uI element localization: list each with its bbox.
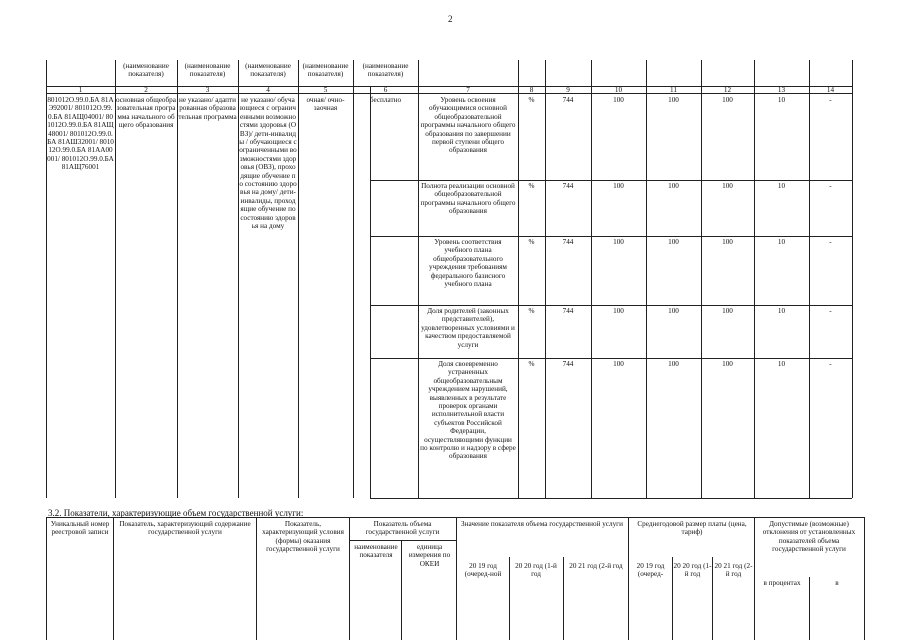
header-conditions-indicator: Показатель, характеризующий условия (формы) оказания государственной услуги <box>262 520 344 554</box>
value-year-1: 100 <box>613 182 624 190</box>
value-year-1: 100 <box>613 238 624 246</box>
okei-code: 744 <box>562 238 574 246</box>
col-number: 10 <box>614 86 623 94</box>
header-indicator-name: наименование показателя <box>354 543 398 560</box>
service-payment-indicator: бесплатно <box>369 96 402 104</box>
col-number: 6 <box>383 86 388 94</box>
deviation-absolute: - <box>829 182 832 190</box>
col-number: 1 <box>78 86 83 94</box>
value-year-3: 100 <box>722 307 733 315</box>
quality-indicator-name: Доля родителей (законных представителей), удовлетворенных условиями и качеством предоставляемой услуги <box>421 307 515 349</box>
col-number: 11 <box>670 86 677 94</box>
deviation-percent: 10 <box>777 360 786 368</box>
okei-code: 744 <box>562 307 574 315</box>
header-indicator-name-1: (наименование показателя) <box>123 62 169 79</box>
header-unit-okei: единица измерения по ОКЕИ <box>408 543 451 568</box>
value-year-2: 100 <box>668 96 679 104</box>
value-year-3: 100 <box>722 96 733 104</box>
value-year-3: 100 <box>722 360 733 368</box>
deviation-absolute: - <box>829 307 832 315</box>
service-content-indicator-3: не указано/ обучающиеся с ограниченными возможностями здоровья (ОВЗ)/ дети-инвалиды / обучающиеся с ограниченными возможностями здоровья (ОВЗ), проходящие обучение по состоянию здоровья на дому/ дети-инвалиды, проходящие обучение по состоянию здоровья на дому <box>239 96 297 231</box>
service-content-indicator-1: основная общеобразовательная программа начального общего образования <box>116 96 176 130</box>
quality-indicator-name: Уровень освоения обучающимися основной общеобразовательной программы начального общего образования по завершении первой ступени общего образования <box>420 96 516 155</box>
col-number: 7 <box>466 86 470 94</box>
year-current: 20 19 год (очеред-ной <box>464 562 502 579</box>
value-year-3: 100 <box>722 238 733 246</box>
col-number: 12 <box>723 86 732 94</box>
col-number: 2 <box>144 86 148 94</box>
header-volume-indicator: Показатель объема государственной услуги <box>365 520 440 537</box>
unit: % <box>528 238 535 246</box>
fee-year-second: 20 21 год (2-й год <box>714 562 753 579</box>
header-average-fee: Среднегодовой размер платы (цена, тариф) <box>637 520 747 537</box>
col-number: 5 <box>323 86 328 94</box>
deviation-in-percent: в процентах <box>763 579 801 587</box>
unit: % <box>528 307 535 315</box>
value-year-1: 100 <box>613 96 624 104</box>
okei-code: 744 <box>562 182 574 190</box>
service-condition-indicator: очная/ очно-заочная <box>306 96 345 113</box>
deviation-absolute: - <box>829 360 832 368</box>
header-volume-value: Значение показателя объема государственной услуги <box>461 520 623 528</box>
registry-number: 801012О.99.0.БА 81АЭ92001/ 801012О.99.0.БА 81АЩ04001/ 801012О.99.0.БА 81АЩ48001/ 801012О.99.0.БА 81АШ32001/ 801012О.99.0.БА 81АА00001/ 801012О.99.0.БА 81АЩ76001 <box>47 96 114 172</box>
quality-indicator-name: Полнота реализации основной общеобразовательной программы начального общего образования <box>420 182 516 216</box>
service-content-indicator-2: не указано/ адаптированная образовательная программа <box>178 96 237 121</box>
value-year-2: 100 <box>668 360 679 368</box>
okei-code: 744 <box>562 360 574 368</box>
header-registry-number: Уникальный номер реестровой записи <box>50 520 110 537</box>
unit: % <box>528 96 535 104</box>
quality-indicator-name: Доля своевременно устраненных общеобразовательным учреждением нарушений, выявленных в результате проверок органами исполнительной власти субъектов Российской Федерации, осуществляющими функции по контролю и надзору в сфере образования <box>420 360 516 461</box>
value-year-2: 100 <box>668 238 679 246</box>
header-indicator-name-5: (наименование показателя) <box>362 62 409 79</box>
value-year-2: 100 <box>668 182 679 190</box>
deviation-percent: 10 <box>777 307 786 315</box>
col-number: 9 <box>566 86 570 94</box>
value-year-1: 100 <box>613 307 624 315</box>
page-number: 2 <box>448 14 453 24</box>
col-number: 4 <box>266 86 270 94</box>
deviation-percent: 10 <box>777 182 786 190</box>
header-allowed-deviation: Допустимые (возможные) отклонения от установленных показателей объема государственной услуги <box>762 520 856 554</box>
unit: % <box>528 182 535 190</box>
year-first: 20 20 год (1-й год <box>515 562 557 579</box>
header-content-indicator: Показатель, характеризующий содержание государственной услуги <box>119 520 251 537</box>
header-indicator-name-2: (наименование показателя) <box>184 62 231 79</box>
okei-code: 744 <box>562 96 574 104</box>
col-number: 13 <box>777 86 786 94</box>
header-indicator-name-3: (наименование показателя) <box>245 62 291 79</box>
col-number: 3 <box>205 86 210 94</box>
col-number: 14 <box>826 86 835 94</box>
fee-year-current: 20 19 год (очеред- <box>636 562 665 579</box>
deviation-absolute: - <box>829 96 832 104</box>
deviation-percent: 10 <box>777 96 786 104</box>
value-year-1: 100 <box>613 360 624 368</box>
year-second: 20 21 год (2-й год <box>569 562 623 570</box>
col-number: 8 <box>529 86 534 94</box>
header-indicator-name-4: (наименование показателя) <box>302 62 349 79</box>
fee-year-first: 20 20 год (1-й год <box>673 562 712 579</box>
value-year-2: 100 <box>668 307 679 315</box>
deviation-absolute: - <box>829 238 832 246</box>
deviation-percent: 10 <box>777 238 786 246</box>
deviation-in-absolute: в <box>835 579 839 587</box>
unit: % <box>528 360 535 368</box>
value-year-3: 100 <box>722 182 733 190</box>
quality-indicator-name: Уровень соответствия учебного плана общеобразовательного учреждения требованиям федерального базисного учебного плана <box>429 238 507 289</box>
section-title: 3.2. Показатели, характеризующие объем государственной услуги: <box>48 508 304 518</box>
